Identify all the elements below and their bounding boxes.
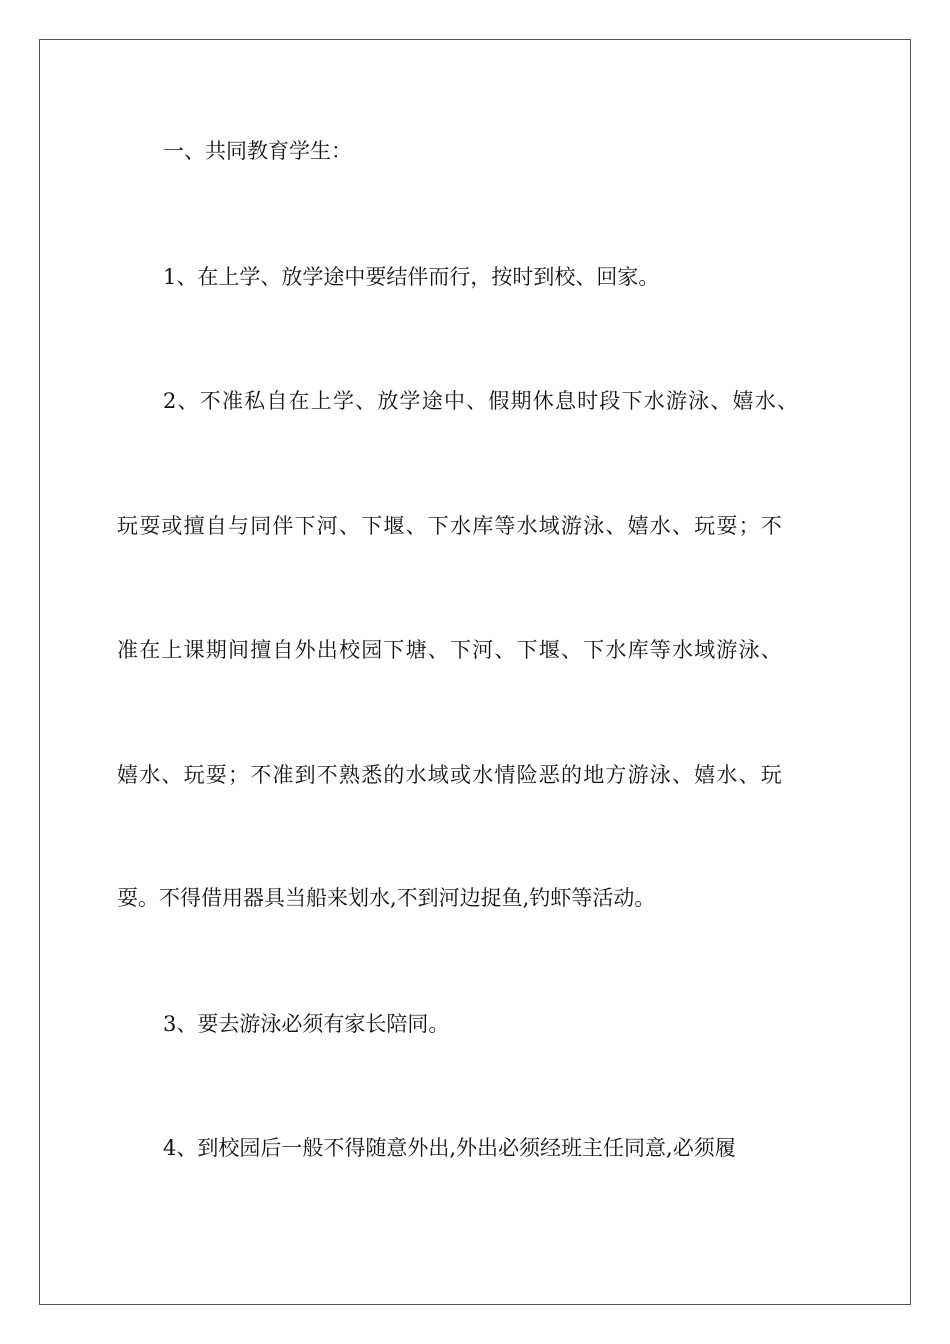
paragraph-line-7: 3、要去游泳必须有家长陪同。 [163, 1012, 450, 1036]
paragraph-line-8: 4、到校园后一般不得随意外出,外出必须经班主任同意,必须履 [163, 1136, 736, 1160]
page-border [39, 39, 911, 1305]
paragraph-line-5: 嬉水、玩耍；不准到不熟悉的水域或水情险恶的地方游泳、嬉水、玩 [117, 763, 783, 787]
paragraph-line-4: 准在上课期间擅自外出校园下塘、下河、下堰、下水库等水域游泳、 [117, 638, 783, 662]
paragraph-line-3: 玩耍或擅自与同伴下河、下堰、下水库等水域游泳、嬉水、玩耍；不 [117, 514, 783, 538]
paragraph-line-1: 1、在上学、放学途中要结伴而行，按时到校、回家。 [163, 265, 660, 289]
paragraph-line-6: 耍。不得借用器具当船来划水,不到河边捉鱼,钓虾等活动。 [117, 886, 656, 910]
paragraph-line-2: 2、不准私自在上学、放学途中、假期休息时段下水游泳、嬉水、 [163, 389, 800, 413]
section-heading: 一、共同教育学生： [163, 139, 352, 163]
